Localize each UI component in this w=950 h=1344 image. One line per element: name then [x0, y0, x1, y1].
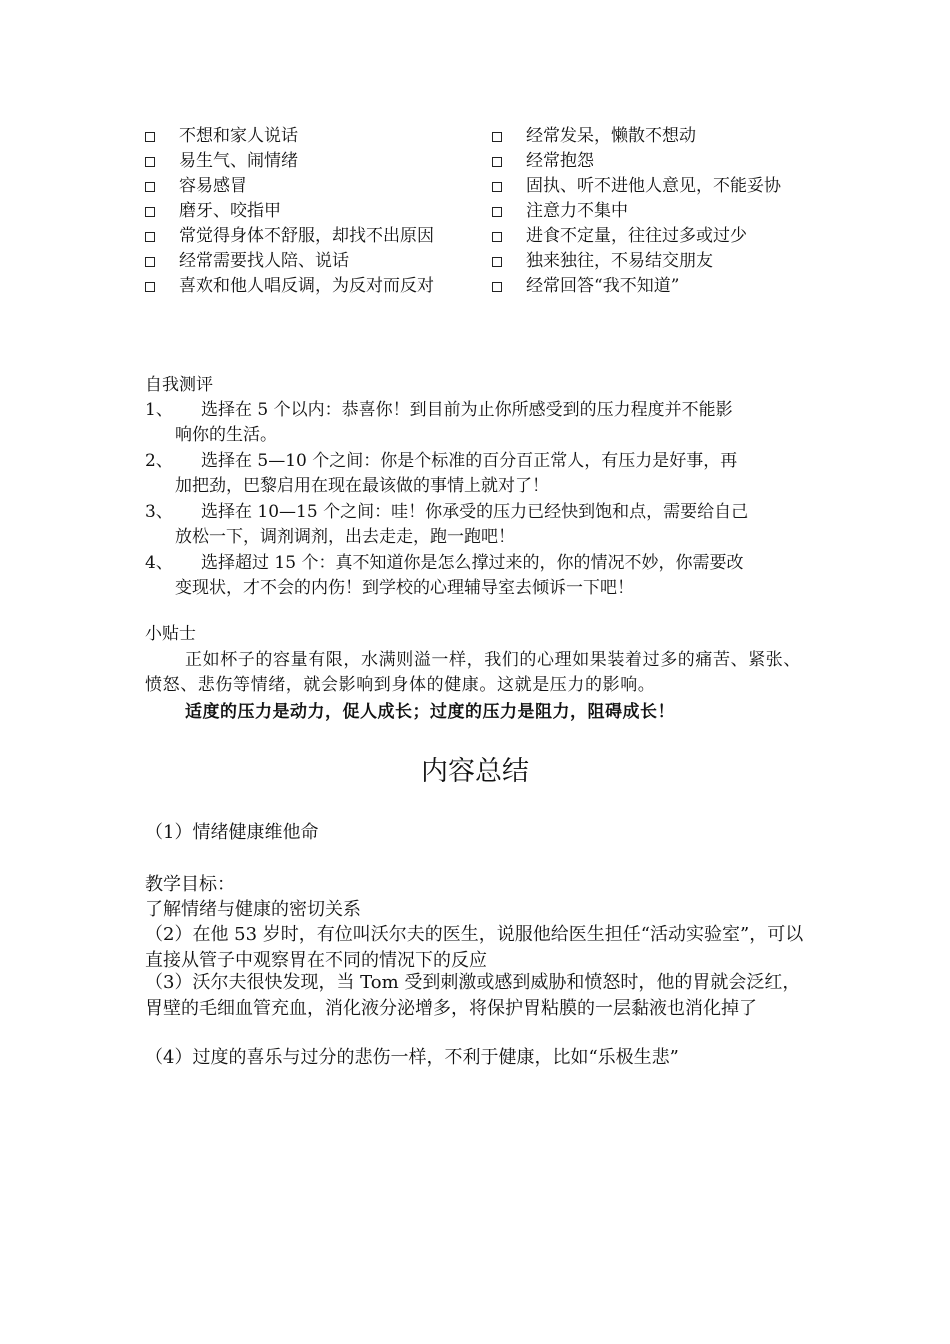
checkbox-icon[interactable]: [492, 199, 526, 224]
summary-item-3: （3）沃尔夫很快发现，当 Tom 受到刺激或感到威胁和愤怒时，他的胃就会泛红，胃壁的毛细血管充血，消化液分泌增多，将保护胃粘膜的一层黏液也消化掉了: [145, 972, 801, 1019]
checklist-right-column: [492, 124, 822, 299]
checklist-item[interactable]: 进食不定量，往往过多或过少: [492, 224, 822, 249]
checkbox-icon[interactable]: [492, 174, 526, 199]
self-test-item: 1、 选择在 5 个以内：恭喜你！到目前为止你所感受到的压力程度并不能影 响你的生活。: [145, 400, 733, 445]
checklist-item[interactable]: 不想和家人说话: [145, 124, 492, 149]
stress-checklist: [145, 124, 825, 299]
item-number: 4、: [145, 553, 173, 573]
self-test-item: 4、 选择超过 15 个：真不知道你是怎么撑过来的，你的情况不妙，你需要改 变现状，才不会的内伤！到学校的心理辅导室去倾诉一下吧！: [145, 553, 744, 598]
checklist-item[interactable]: 易生气、闹情绪: [145, 149, 492, 174]
checkbox-icon[interactable]: [145, 224, 179, 249]
summary-item-1: （1）情绪健康维他命: [145, 822, 319, 843]
checklist-item[interactable]: 经常回答“我不知道”: [492, 274, 822, 299]
checkbox-icon[interactable]: [145, 199, 179, 224]
item-number: 1、: [145, 400, 173, 420]
checkbox-icon[interactable]: [145, 124, 179, 149]
summary-heading: 内容总结: [421, 756, 529, 787]
checklist-item[interactable]: 经常抱怨: [492, 149, 822, 174]
teaching-goal-label: 教学目标：: [145, 874, 235, 895]
item-number: 3、: [145, 502, 173, 522]
summary-item-2: （2）在他 53 岁时，有位叫沃尔夫的医生，说服他给医生担任“活动实验室”，可以直接从管子中观察胃在不同的情况下的反应: [145, 924, 804, 971]
checklist-item[interactable]: 喜欢和他人唱反调，为反对而反对: [145, 274, 492, 299]
checklist-item[interactable]: 经常需要找人陪、说话: [145, 249, 492, 274]
checkbox-icon[interactable]: [492, 249, 526, 274]
checklist-item[interactable]: 容易感冒: [145, 174, 492, 199]
checklist-item[interactable]: 磨牙、咬指甲: [145, 199, 492, 224]
checkbox-icon[interactable]: [145, 174, 179, 199]
checklist-left-column: [145, 124, 492, 299]
self-test-item: 2、 选择在 5—10 个之间：你是个标准的百分百正常人，有压力是好事，再 加把劲，巴黎启用在现在最该做的事情上就对了！: [145, 451, 738, 496]
checklist-item[interactable]: 注意力不集中: [492, 199, 822, 224]
tips-bold-line: 适度的压力是动力，促人成长；过度的压力是阻力，阻碍成长！: [185, 702, 675, 722]
checklist-item[interactable]: 经常发呆，懒散不想动: [492, 124, 822, 149]
checkbox-icon[interactable]: [492, 124, 526, 149]
teaching-goal-text: 了解情绪与健康的密切关系: [145, 899, 361, 920]
checkbox-icon[interactable]: [492, 149, 526, 174]
checkbox-icon[interactable]: [145, 149, 179, 174]
self-test-item: 3、 选择在 10—15 个之间：哇！你承受的压力已经快到饱和点，需要给自己 放松一下，调剂调剂，出去走走，跑一跑吧！: [145, 502, 749, 547]
checkbox-icon[interactable]: [492, 224, 526, 249]
checklist-item[interactable]: 独来独往，不易结交朋友: [492, 249, 822, 274]
item-number: 2、: [145, 451, 173, 471]
self-test-list: [145, 398, 810, 602]
checklist-item[interactable]: 常觉得身体不舒服，却找不出原因: [145, 224, 492, 249]
checkbox-icon[interactable]: [492, 274, 526, 299]
checkbox-icon[interactable]: [145, 249, 179, 274]
tips-paragraph: 正如杯子的容量有限，水满则溢一样，我们的心理如果装着过多的痛苦、紧张、愤怒、悲伤等情绪，就会影响到身体的健康。这就是压力的影响。: [145, 650, 801, 695]
tips-title: 小贴士: [145, 624, 196, 644]
summary-item-4: （4）过度的喜乐与过分的悲伤一样，不利于健康，比如“乐极生悲”: [145, 1047, 679, 1068]
self-test-title: 自我测评: [145, 375, 213, 395]
checklist-item[interactable]: 固执、听不进他人意见，不能妥协: [492, 174, 822, 199]
checkbox-icon[interactable]: [145, 274, 179, 299]
